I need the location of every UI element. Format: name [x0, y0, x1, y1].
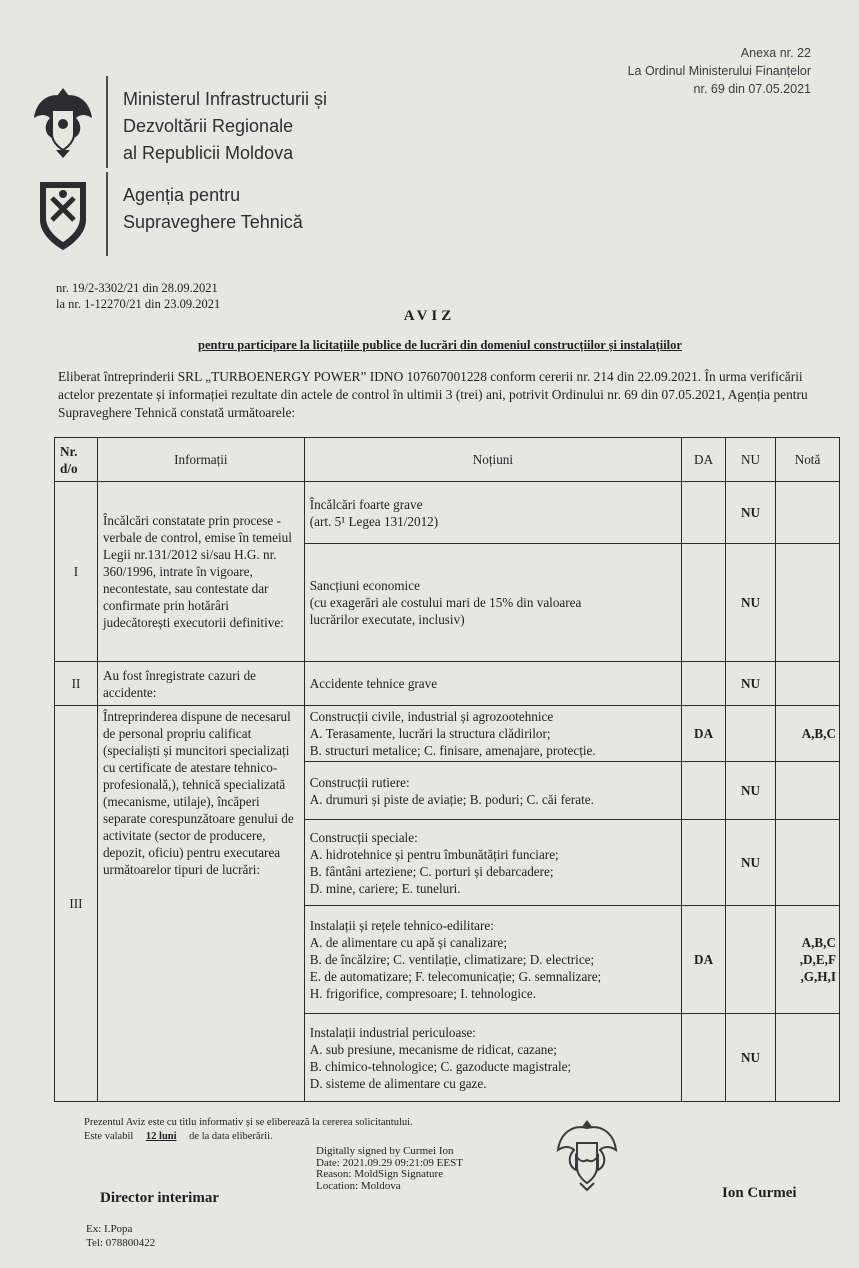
notion-line: A. hidrotehnice și pentru îmbunătățiri funciare; [309, 846, 559, 862]
notion-cell [304, 820, 681, 906]
annex-reference [551, 44, 811, 98]
section-info: Încălcări constatate prin procese - verbale de control, emise în temeiul Legii nr.131/2012 si/sau H.G. nr. 360/1996, intrate în vigoare, necontestate, sau contestate dar confirmate prin hotărâri judecătorești executorii definitive: [97, 482, 304, 662]
header-divider [106, 76, 108, 168]
section-number: II [55, 662, 98, 706]
note-cell [776, 544, 840, 662]
header-da: DA [682, 438, 726, 482]
section-number: I [55, 482, 98, 662]
notion-cell [304, 762, 681, 820]
notion-line: B. chimico-tehnologice; C. gazoducte magistrale; [309, 1058, 572, 1074]
notion-line: Accidente tehnice grave [309, 676, 438, 691]
notion-line: Construcții speciale: [309, 829, 418, 845]
notion-cell [304, 706, 681, 762]
signer-name: Ion Curmei [722, 1185, 797, 1201]
table-header-row [55, 438, 840, 482]
state-emblem-icon [30, 84, 96, 160]
notion-cell [304, 906, 681, 1014]
annex-line-2: La Ordinul Ministerului Finanțelor [627, 64, 811, 78]
notion-line: B. structuri metalice; C. finisare, amenajare, protecție. [309, 743, 596, 758]
agency-emblem-icon [30, 176, 96, 254]
notion-line: Instalații industrial periculoase: [309, 1024, 476, 1040]
note-cell [776, 820, 840, 906]
notion-line: Încălcări foarte grave [309, 496, 423, 512]
header-nr: Nr. d/o [55, 438, 98, 482]
agency-name: Agenția pentru Supraveghere Tehnică [123, 185, 303, 232]
document-title: AVIZ [403, 308, 456, 324]
nu-cell: NU [726, 482, 776, 544]
header-nu: NU [726, 438, 776, 482]
note-cell [776, 662, 840, 706]
notion-line: H. frigorifice, compresoare; I. tehnologice. [309, 986, 536, 1001]
section-info: Au fost înregistrate cazuri de accidente: [97, 662, 304, 706]
notion-cell [304, 544, 681, 662]
notion-line: B. fântâni arteziene; C. porturi și debarcadere; [309, 863, 554, 879]
contact-info [86, 1222, 155, 1250]
ref-number: nr. 19/2-3302/21 din 28.09.2021 [56, 281, 218, 295]
nu-cell: NU [726, 662, 776, 706]
da-cell [682, 820, 726, 906]
notion-line: E. de automatizare; F. telecomunicație; G. semnalizare; [309, 969, 602, 984]
notion-line: A. de alimentare cu apă și canalizare; [309, 935, 508, 950]
notion-line: Sancțiuni economice [309, 578, 420, 593]
annex-line-3: nr. 69 din 07.05.2021 [693, 82, 811, 96]
executor: Ex: I.Popa [86, 1223, 133, 1235]
notion-line: A. drumuri și piste de aviație; B. poduri; C. căi ferate. [309, 791, 594, 807]
da-cell [682, 482, 726, 544]
section-info: Întreprinderea dispune de necesarul de personal propriu calificat (specialiști și muncitori specializați cu certificate de atestare tehnico-profesională,), tehnică specializată (mecanisme, utilaje), încăperi separate corespunzătoare genului de activitate (sector de producere, depozit, oficiu) pentru executarea următoarelor tipuri de lucrări: [97, 706, 304, 1102]
table-row [55, 706, 840, 762]
table-row [55, 662, 840, 706]
annex-line-1: Anexa nr. 22 [740, 46, 811, 60]
table-row [55, 482, 840, 544]
notion-line: Construcții civile, industrial și agrozootehnice [309, 709, 554, 724]
da-cell [682, 662, 726, 706]
nu-cell [726, 706, 776, 762]
nu-cell: NU [726, 1014, 776, 1102]
note-cell: A,B,C [776, 706, 840, 762]
notion-line: A. sub presiune, mecanisme de ridicat, cazane; [309, 1041, 557, 1057]
phone: Tel: 078800422 [86, 1237, 156, 1249]
notion-line: Instalații și rețele tehnico-edilitare: [309, 918, 494, 933]
notion-line: (cu exagerări ale costului mari de 15% din valoarea [309, 595, 582, 610]
da-cell: DA [682, 706, 726, 762]
nu-cell: NU [726, 762, 776, 820]
notion-line: A. Terasamente, lucrări la structura clădirilor; [309, 726, 551, 741]
da-cell [682, 762, 726, 820]
notion-line: D. mine, cariere; E. tuneluri. [309, 880, 461, 896]
section-number: III [55, 706, 98, 1102]
notion-line: Construcții rutiere: [309, 774, 410, 790]
note-cell: A,B,C ,D,E,F ,G,H,I [776, 906, 840, 1014]
validity-line: Este valabil 12 luni de la data eliberării. [84, 1131, 273, 1142]
header-notions: Noțiuni [304, 438, 681, 482]
findings-table [54, 437, 840, 1102]
document-subtitle: pentru participare la licitațiile publice de lucrări din domeniul construcțiilor și instalațiilor [198, 338, 682, 352]
da-cell [682, 1014, 726, 1102]
notion-cell [304, 482, 681, 544]
validity-period: 12 luni [145, 1131, 177, 1142]
da-cell [682, 544, 726, 662]
notion-line: lucrărilor executate, inclusiv) [309, 612, 465, 627]
note-cell [776, 1014, 840, 1102]
da-cell: DA [682, 906, 726, 1014]
nu-cell: NU [726, 544, 776, 662]
informative-note: Prezentul Aviz este cu titlu informativ și se eliberează la cererea solicitantului. [84, 1117, 413, 1128]
ref-request-number: la nr. 1-12270/21 din 23.09.2021 [56, 297, 221, 311]
note-cell [776, 762, 840, 820]
header-note: Notă [776, 438, 840, 482]
notion-line: B. de încălzire; C. ventilație, climatizare; D. electrice; [309, 952, 595, 967]
validity-note [84, 1116, 413, 1144]
nu-cell [726, 906, 776, 1014]
notion-cell [304, 662, 681, 706]
digital-signature: Digitally signed by Curmei Ion Date: 2021.09.29 09:21:09 EEST Reason: MoldSign Signature Location: Moldova [316, 1145, 463, 1192]
state-emblem-icon [553, 1117, 621, 1193]
intro-paragraph: Eliberat întreprinderii SRL „TURBOENERGY POWER” IDNO 107607001228 conform cererii nr. 214 din 22.09.2021. În urma verificării actelor prezentate și informației rezultate din actele de control în ultimii 3 (trei) ani, potrivit Ordinului nr. 69 din 07.05.2021, Agenția pentru Supraveghere Tehnică constată următoarele: [58, 369, 808, 420]
ministry-name: Ministerul Infrastructurii și Dezvoltării Regionale al Republicii Moldova [123, 89, 328, 163]
notion-line: D. sisteme de alimentare cu gaze. [309, 1075, 487, 1091]
header-info: Informații [97, 438, 304, 482]
notion-line: (art. 5¹ Legea 131/2012) [309, 513, 439, 529]
header-divider [106, 172, 108, 256]
notion-cell [304, 1014, 681, 1102]
nu-cell: NU [726, 820, 776, 906]
note-cell [776, 482, 840, 544]
director-title: Director interimar [100, 1190, 219, 1206]
